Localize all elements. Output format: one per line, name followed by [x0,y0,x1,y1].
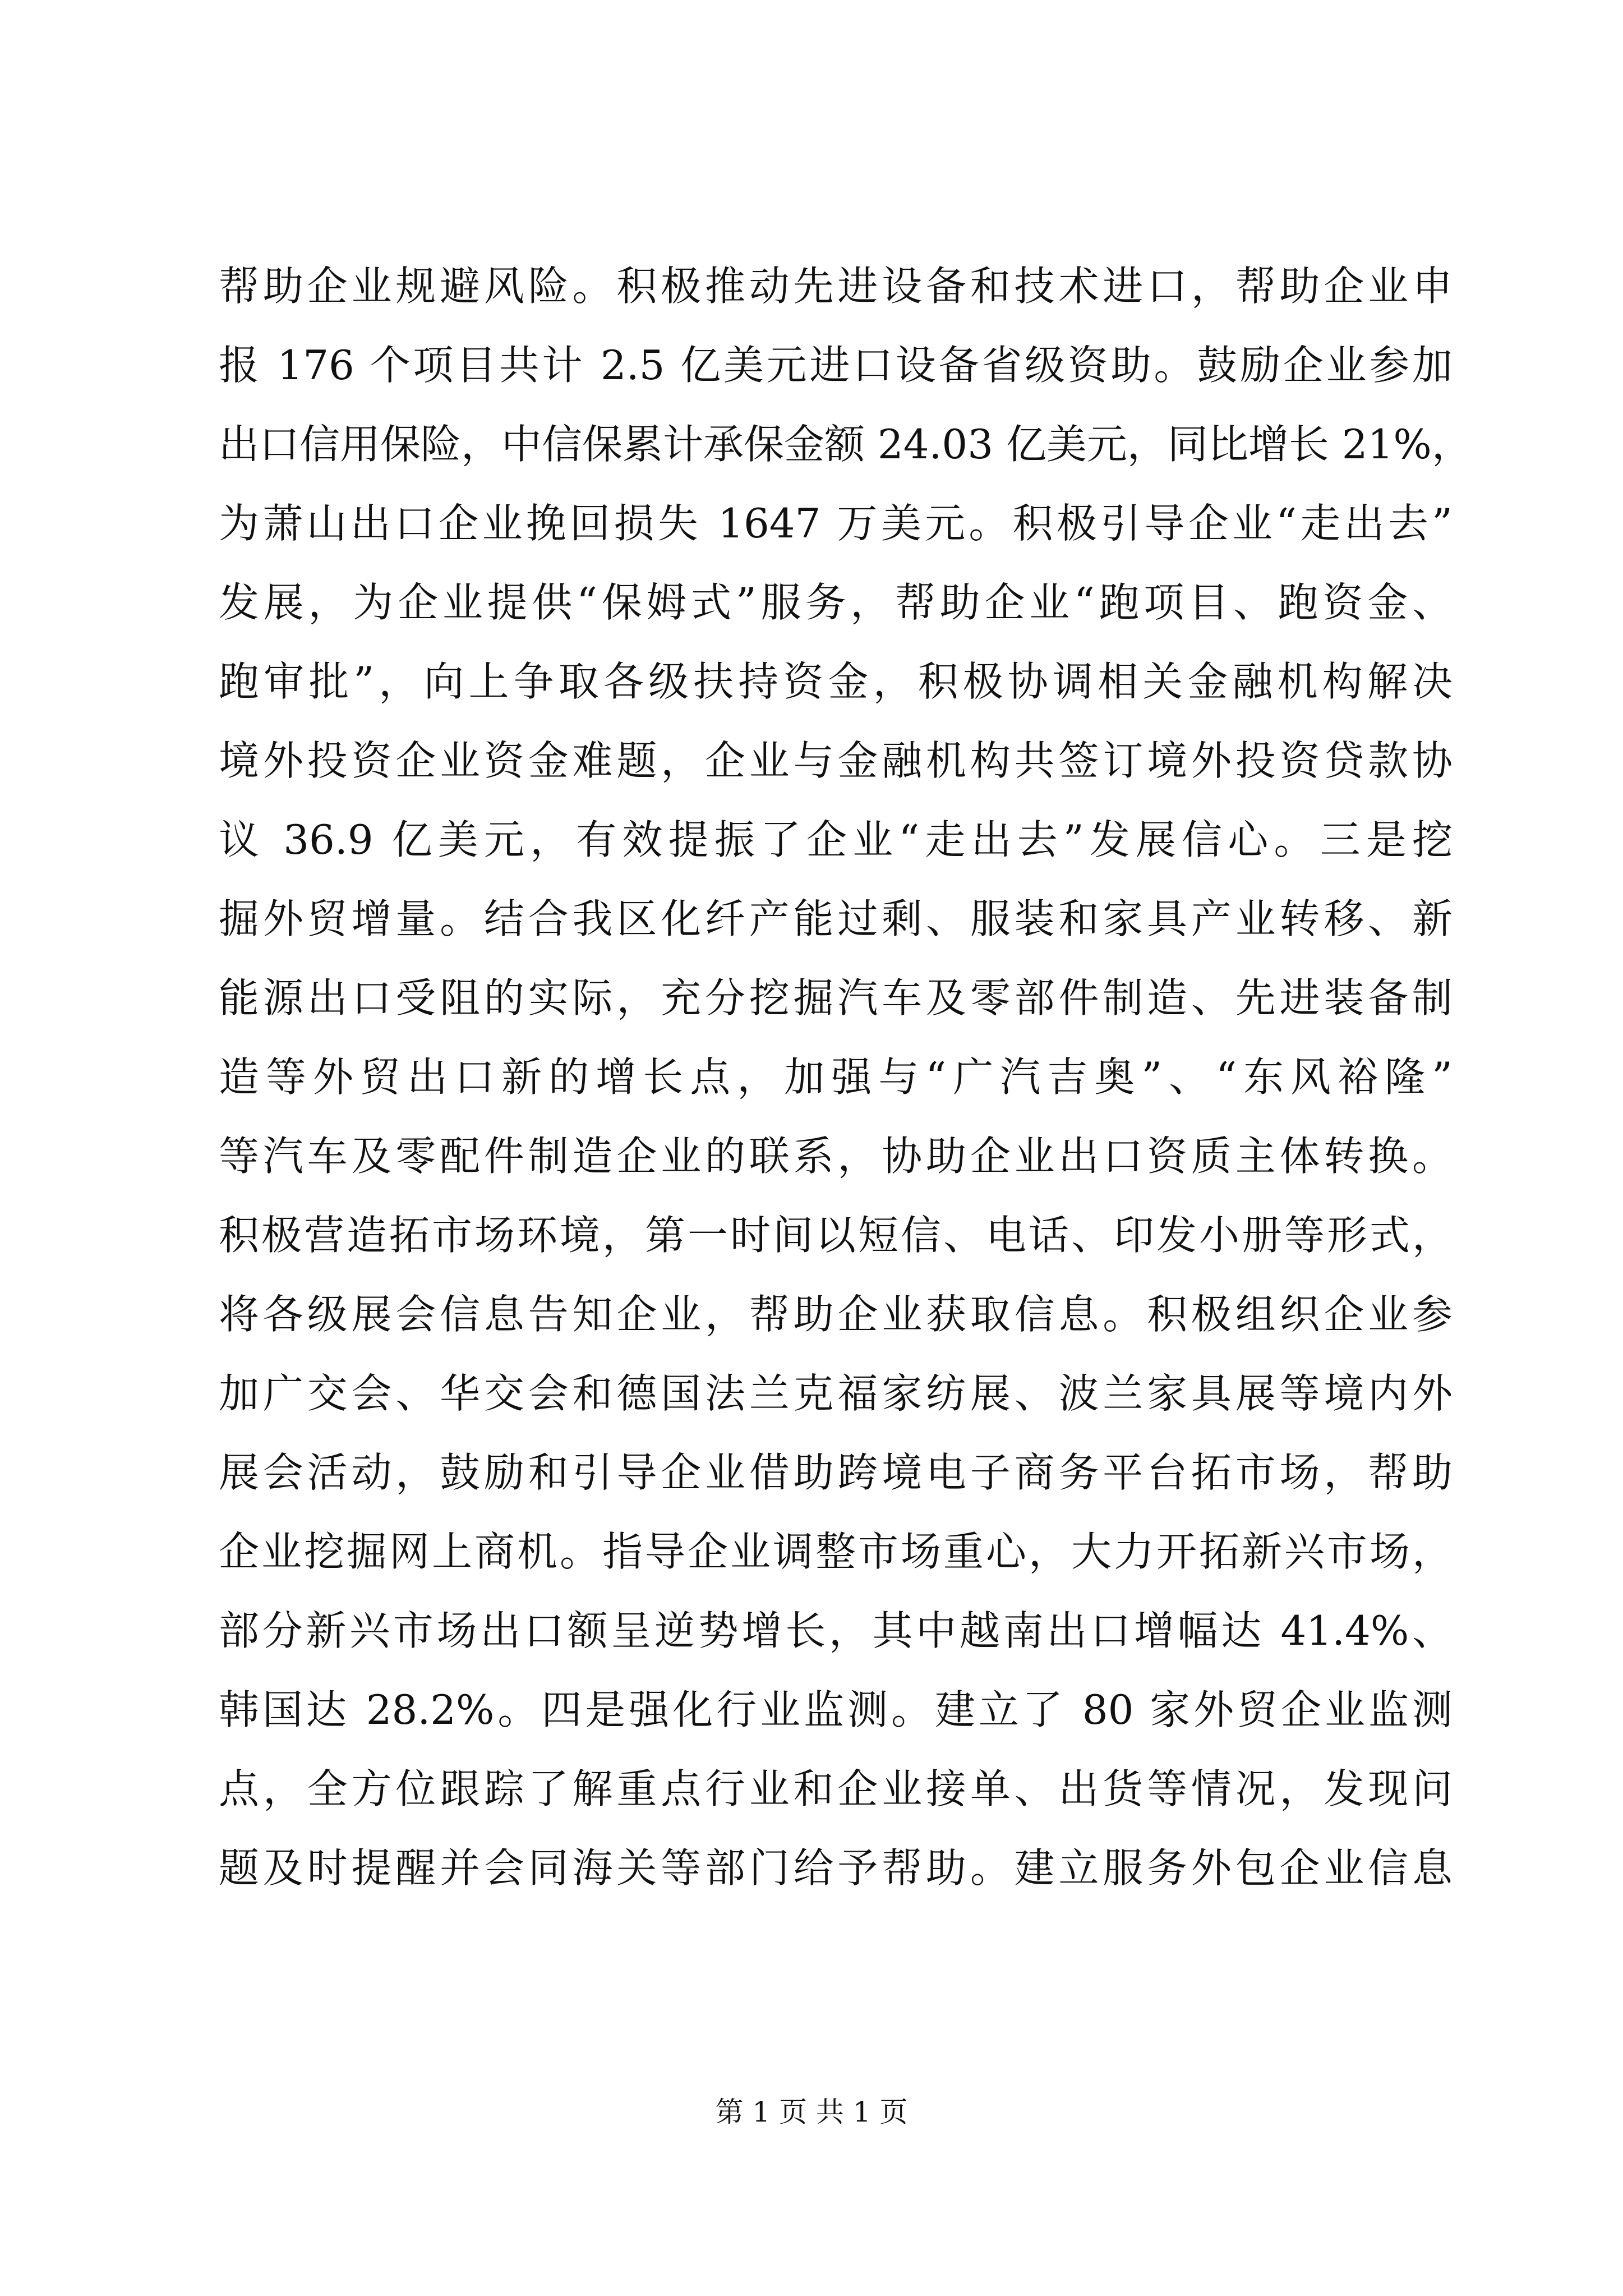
text-line: 议 36.9 亿美元，有效提振了企业“走出去”发展信心。三是挖 [219,816,1453,863]
text-line: 跑审批”，向上争取各级扶持资金，积极协调相关金融机构解决 [219,658,1453,705]
text-line: 境外投资企业资金难题，企业与金融机构共签订境外投资贷款协 [219,737,1453,784]
text-line: 点，全方位跟踪了解重点行业和企业接单、出货等情况，发现问 [219,1765,1453,1812]
body-text [219,247,1472,1908]
text-line: 企业挖掘网上商机。指导企业调整市场重心，大力开拓新兴市场， [219,1528,1453,1575]
text-line: 发展，为企业提供“保姆式”服务，帮助企业“跑项目、跑资金、 [219,579,1453,626]
text-line: 加广交会、华交会和德国法兰克福家纺展、波兰家具展等境内外 [219,1370,1453,1417]
text-line: 积极营造拓市场环境，第一时间以短信、电话、印发小册等形式， [219,1212,1453,1259]
text-line: 掘外贸增量。结合我区化纤产能过剩、服装和家具产业转移、新 [219,895,1453,942]
text-line: 部分新兴市场出口额呈逆势增长，其中越南出口增幅达 41.4%、 [219,1607,1453,1654]
text-line: 出口信用保险，中信保累计承保金额 24.03 亿美元，同比增长 21%， [219,421,1472,468]
page-number-footer: 第 1 页 共 1 页 [715,2096,908,2128]
text-line: 为萧山出口企业挽回损失 1647 万美元。积极引导企业“走出去” [219,500,1453,547]
text-line: 造等外贸出口新的增长点，加强与“广汽吉奥”、“东风裕隆” [219,1053,1453,1101]
text-line: 报 176 个项目共计 2.5 亿美元进口设备省级资助。鼓励企业参加 [219,342,1453,389]
text-line: 能源出口受阻的实际，充分挖掘汽车及零部件制造、先进装备制 [219,974,1453,1022]
text-line: 展会活动，鼓励和引导企业借助跨境电子商务平台拓市场，帮助 [219,1449,1453,1496]
text-line: 将各级展会信息告知企业，帮助企业获取信息。积极组织企业参 [219,1291,1453,1338]
text-line: 题及时提醒并会同海关等部门给予帮助。建立服务外包企业信息 [219,1844,1453,1892]
text-line: 等汽车及零配件制造企业的联系，协助企业出口资质主体转换。 [219,1133,1453,1180]
text-line: 韩国达 28.2%。四是强化行业监测。建立了 80 家外贸企业监测 [219,1686,1453,1733]
text-line: 帮助企业规避风险。积极推动先进设备和技术进口，帮助企业申 [219,263,1453,310]
